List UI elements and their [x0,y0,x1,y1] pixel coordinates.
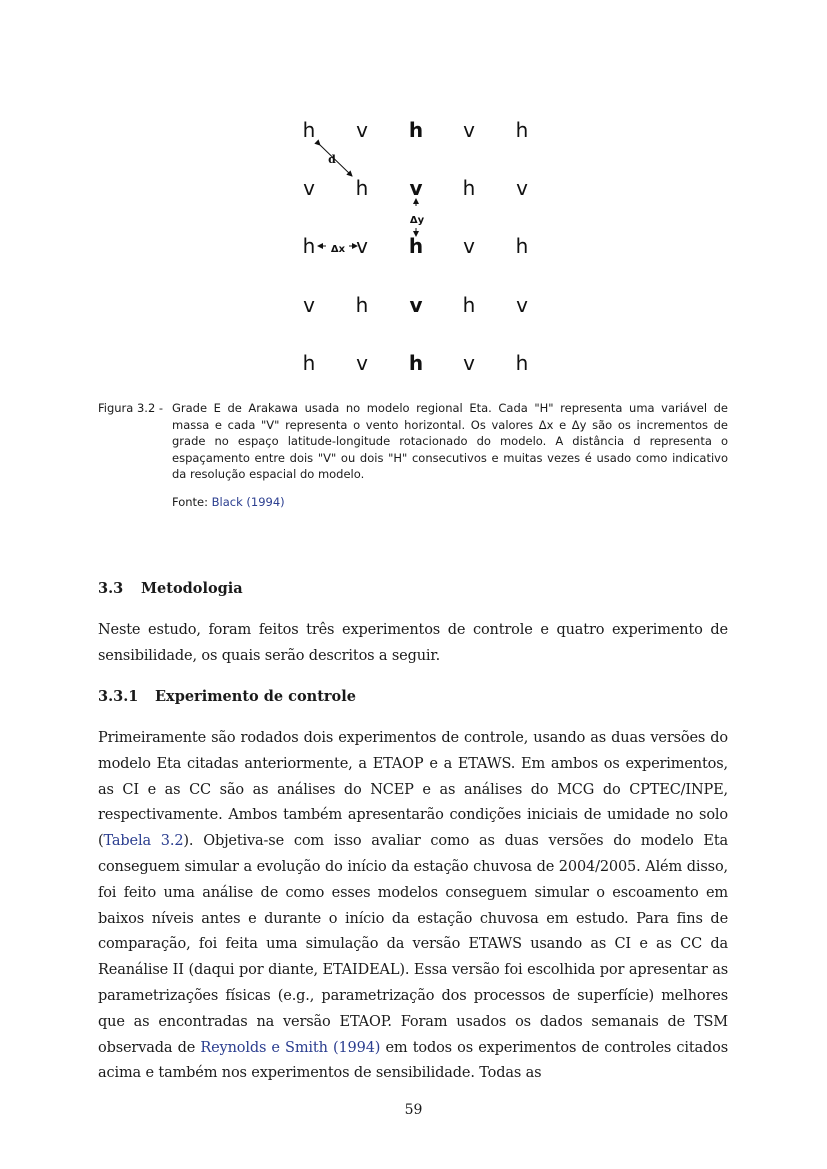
body-text-3: em todos os experimentos de controles citados acima e também nos experimentos de sensibilidade. Todas as [98,1039,728,1082]
grid-cell-v: v [356,234,368,258]
grid-cell-v: v [356,118,368,142]
grid-cell-h: h [515,118,529,142]
grid-cell-h: h [302,118,316,142]
section-heading [98,580,243,597]
grid-cell-h: h [408,351,424,375]
subsection-number: 3.3.1 [98,688,139,705]
grid-cell-h: h [355,293,369,317]
d-label: d [328,153,336,166]
page-number: 59 [404,1102,423,1118]
grid-cell-h: h [462,293,476,317]
dy-label: Δy [409,215,425,226]
grid-cell-v: v [409,176,423,200]
grid-arrows [0,0,827,400]
grid-cell-h: h [355,176,369,200]
subsection-title: Experimento de controle [155,688,356,705]
subsection-heading [98,688,356,705]
grid-cell-h: h [515,351,529,375]
grid-cell-h: h [302,234,316,258]
grid-cell-h: h [302,351,316,375]
section-title: Metodologia [141,580,243,597]
grid-cell-v: v [516,176,528,200]
caption-source-prefix: Fonte: [172,494,212,509]
grid-cell-v: v [516,293,528,317]
citation-link[interactable]: Reynolds e Smith (1994) [200,1039,381,1056]
caption-source-link[interactable]: Black (1994) [211,494,285,509]
caption-source [172,494,728,511]
body-paragraph [98,726,728,1087]
caption-label: Figura 3.2 - [98,401,164,415]
grid-cell-h: h [408,234,424,258]
grid-cell-v: v [463,351,475,375]
grid-cell-v: v [356,351,368,375]
dx-label: Δx [330,244,346,255]
caption-text: Grade E de Arakawa usada no modelo regional Eta. Cada "H" representa uma variável de massa e cada "V" representa o vento horizontal. Os valores Δx e Δy são os incrementos de grade no espaço latitude-longitude rotacionado do modelo. A distância d representa o espaçamento entre dois "V" ou dois "H" consecutivos e muitas vezes é usado como indicativo da resolução espacial do modelo. [172,401,728,481]
body-text-1: Primeiramente são rodados dois experimentos de controle, usando as duas versões do modelo Eta citadas anteriormente, a ETAOP e a ETAWS. Em ambos os experimentos, as CI e as CC são as análises do NCEP e as análises do MCG do CPTEC/INPE, respectivamente. Ambos também apresentarão condições iniciais de umidade no solo ( [98,730,728,850]
grid-cell-v: v [463,234,475,258]
grid-cell-h: h [515,234,529,258]
grid-cell-h: h [462,176,476,200]
figure-caption [98,400,728,510]
grid-cell-v: v [303,176,315,200]
grid-cell-v: v [409,293,423,317]
section-intro: Neste estudo, foram feitos três experimentos de controle e quatro experimento de sensibilidade, os quais serão descritos a seguir. [98,622,728,664]
section-number: 3.3 [98,580,124,597]
grid-cell-v: v [303,293,315,317]
body-text-2: ). Objetiva-se com isso avaliar como as duas versões do modelo Eta conseguem simular a evolução do início da estação chuvosa de 2004/2005. Além disso, foi feito uma análise de como esses modelos conseguem simular o escoamento em baixos níveis antes e durante o início da estação chuvosa em estudo. Para fins de comparação, foi feita uma simulação da versão ETAWS usando as CI e as CC da Reanálise II (daqui por diante, ETAIDEAL). Essa versão foi escolhida por apresentar as parametrizações físicas (e.g., parametrização dos processos de superfície) melhores que as encontradas na versão ETAOP. Foram usados os dados semanais de TSM observada de [98,833,729,1056]
grid-cell-v: v [463,118,475,142]
table-reference-link[interactable]: Tabela 3.2 [103,833,184,850]
grid-cell-h: h [408,118,424,142]
